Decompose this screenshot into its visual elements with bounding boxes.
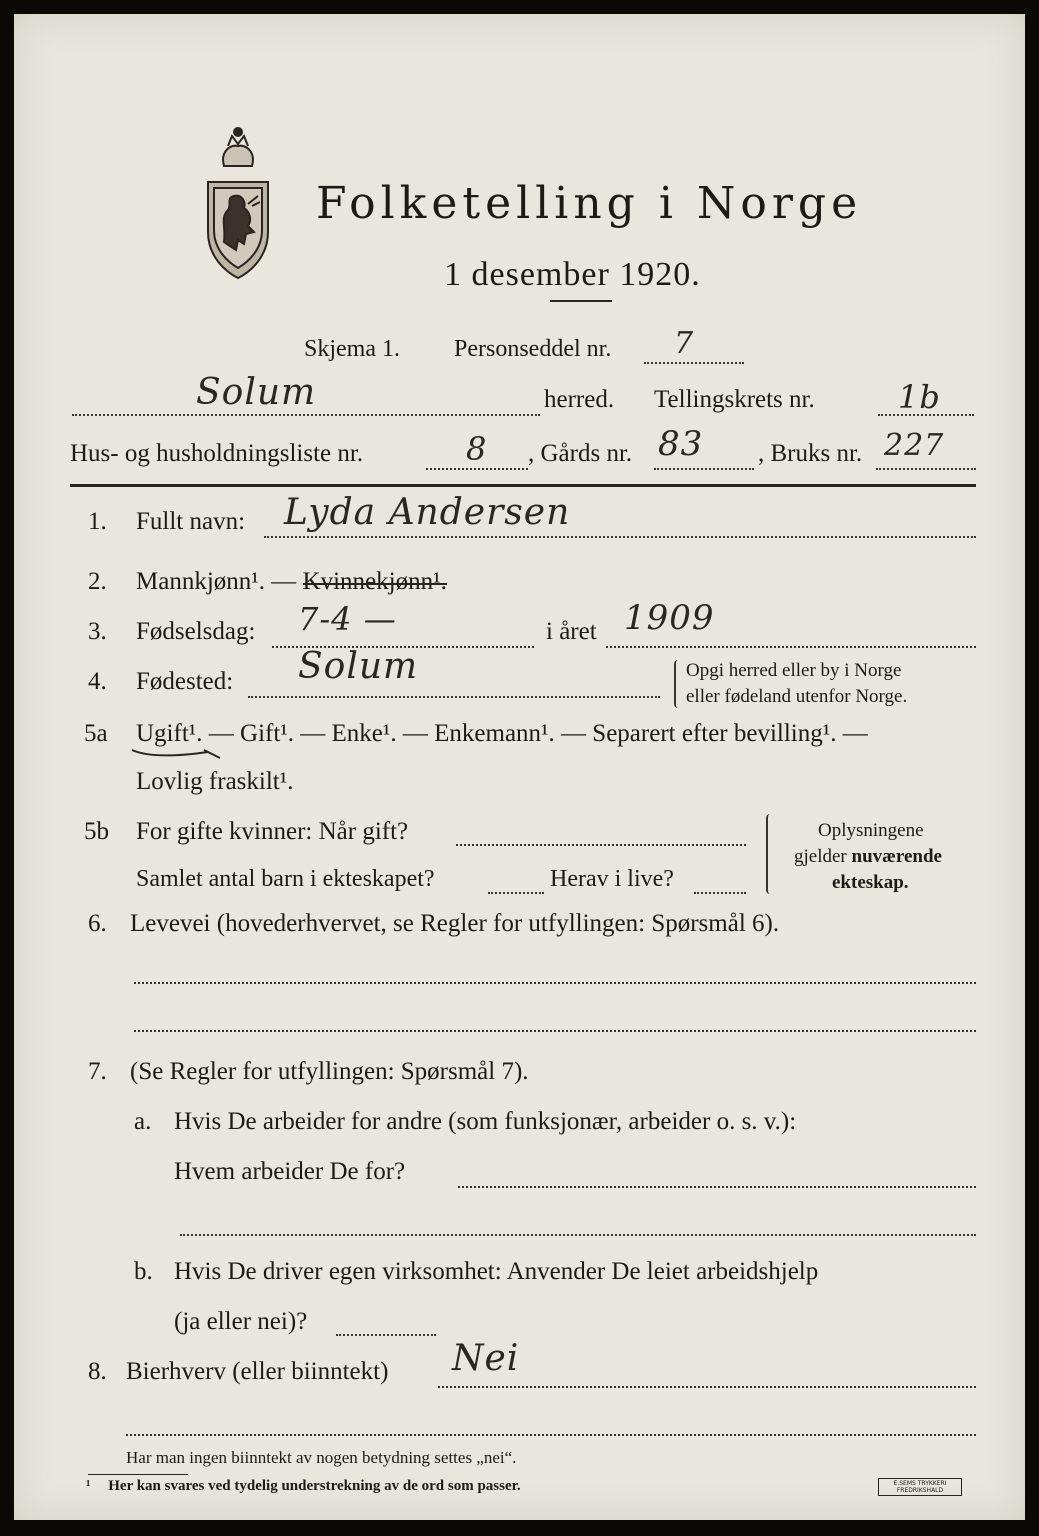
birth-year-value[interactable]: 1909 [624,598,715,638]
q5b-line1-label: For gifte kvinner: Når gift? [136,818,409,845]
q4-label: Fødested: [136,668,234,695]
tellingskrets-value[interactable]: 1b [898,378,941,416]
hus-line [426,468,528,470]
q3-label: Fødselsdag: [136,618,256,645]
q3-year-label: i året [546,618,597,645]
q3-year-line [606,646,976,648]
personseddel-label: Personseddel nr. [454,336,612,362]
q4-line [248,696,660,698]
herred-value[interactable]: Solum [196,372,317,413]
q5a-marital-options[interactable]: Ugift¹. — Gift¹. — Enke¹. — Enkemann¹. — Separert efter bevilling¹. — [136,720,868,747]
side-income-value[interactable]: Nei [452,1338,520,1379]
footnote [86,1478,521,1495]
q5b-note-line2 [794,846,942,868]
gards-label: , Gårds nr. [528,440,633,467]
skjema-label: Skjema 1. [304,336,400,362]
bruks-line [876,468,976,470]
q5b-alive-label: Herav i live? [550,866,674,892]
q4-note-brace [674,660,682,708]
q5b-note-line2a: gjelder [794,846,852,867]
q3-number: 3. [88,618,107,645]
q8-number: 8. [88,1358,107,1385]
q6-label: Levevei (hovederhvervet, se Regler for utfyllingen: Spørsmål 6). [130,910,780,937]
ugift-underline-mark [130,744,226,764]
q5b-line2-label: Samlet antal barn i ekteskapet? [136,866,435,892]
tellingskrets-label: Tellingskrets nr. [654,386,815,413]
q5b-children-line [488,892,544,894]
personseddel-line [644,362,744,364]
coat-of-arms-icon [190,122,286,282]
section-divider [70,484,976,487]
footnote-mark: ¹ [86,1478,91,1494]
printer-stamp-line2: FREDRIKSHALD [896,1487,944,1494]
bruks-label: , Bruks nr. [758,440,863,467]
birthday-value[interactable]: 7-4 — [298,600,397,638]
hus-label: Hus- og husholdningsliste nr. [70,440,364,467]
q5b-note-brace [766,814,774,894]
q2-sex-options[interactable] [136,568,447,596]
q7a-answer-line1 [458,1186,976,1188]
footnote-rule [88,1474,188,1475]
printer-stamp [878,1478,962,1496]
q7b-answer-line [336,1334,436,1336]
q4-note-line1: Opgi herred eller by i Norge [686,660,902,681]
q8-line [438,1386,976,1388]
q5b-alive-line [694,892,746,894]
male-option[interactable]: Mannkjønn¹. [136,568,266,595]
q7a-number: a. [134,1108,152,1135]
q8-line2 [126,1434,976,1436]
hus-value[interactable]: 8 [466,430,488,468]
q6-number: 6. [88,910,107,937]
q2-number: 2. [88,568,107,595]
q7b-line1: Hvis De driver egen virksomhet: Anvender De leiet arbeidshjelp [174,1258,819,1285]
q5b-note-line2b: nuværende [851,846,942,867]
q7a-answer-line2 [180,1234,976,1236]
q1-line [264,536,976,538]
bruks-value[interactable]: 227 [884,428,945,463]
footer-note: Har man ingen biinntekt av nogen betydning settes „nei“. [126,1448,517,1467]
personseddel-value[interactable]: 7 [674,326,695,361]
q4-number: 4. [88,668,107,695]
q7-number: 7. [88,1058,107,1085]
gards-line [654,468,754,470]
q2-dash: — [271,568,297,595]
census-date: 1 desember 1920. [444,256,701,293]
q4-note-line2: eller fødeland utenfor Norge. [686,686,908,707]
q5b-note-line3: ekteskap. [832,872,909,893]
form-title: Folketelling i Norge [316,178,863,229]
q6-line2 [134,1030,976,1032]
q5b-married-line [456,844,746,846]
printer-stamp-line1: E.SEMS TRYKKERI [893,1480,947,1487]
q6-line1 [134,982,976,984]
q8-label: Bierhverv (eller biinntekt) [126,1358,389,1385]
q7b-number: b. [134,1258,153,1285]
q7a-line2: Hvem arbeider De for? [174,1158,406,1185]
q7b-line2: (ja eller nei)? [174,1308,308,1335]
q7a-line1: Hvis De arbeider for andre (som funksjonær, arbeider o. s. v.): [174,1108,797,1135]
q5a-number: 5a [84,720,108,747]
gards-value[interactable]: 83 [658,424,704,464]
footnote-text: Her kan svares ved tydelig understrekning av de ord som passer. [108,1478,521,1494]
herred-line [72,414,540,416]
birthplace-value[interactable]: Solum [298,646,419,687]
q1-number: 1. [88,508,107,535]
q5b-number: 5b [84,818,109,845]
q5b-note-line1: Oplysningene [818,820,924,841]
herred-label: herred. [544,386,615,413]
title-rule [550,300,612,302]
q1-label: Fullt navn: [136,508,246,535]
q7-label: (Se Regler for utfyllingen: Spørsmål 7). [130,1058,529,1085]
full-name-value[interactable]: Lyda Andersen [284,492,571,533]
female-option-struck[interactable]: Kvinnekjønn¹. [302,568,447,595]
q5a-marital-options-line2[interactable]: Lovlig fraskilt¹. [136,768,294,795]
census-form-page [14,14,1025,1520]
